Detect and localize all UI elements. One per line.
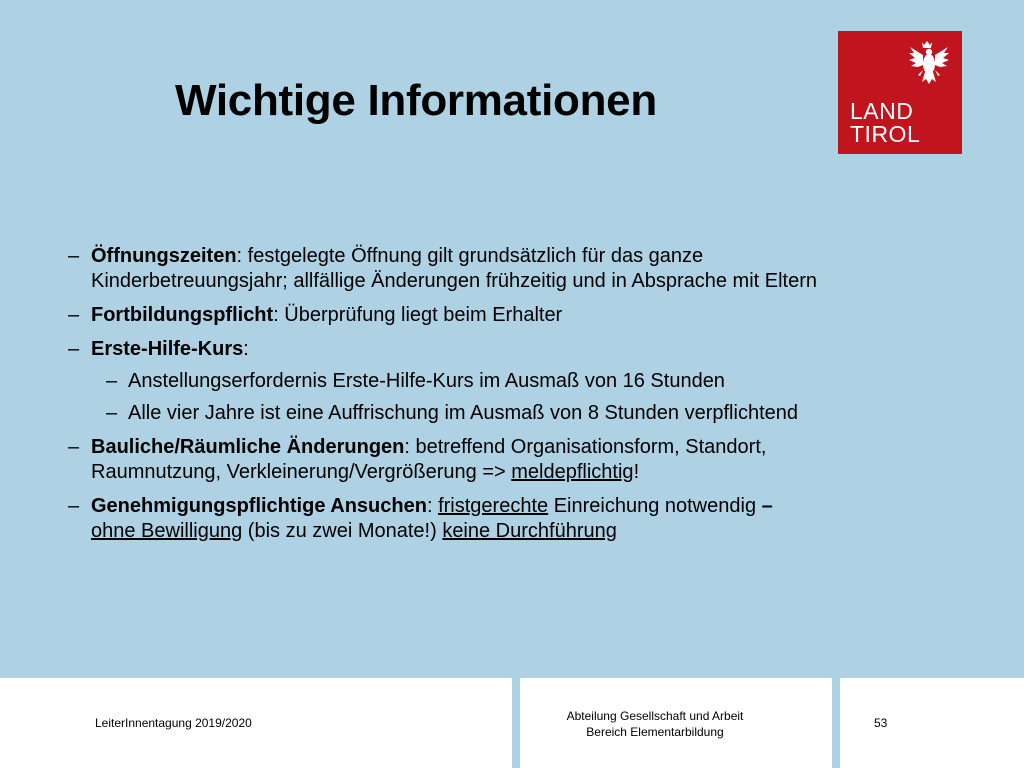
footer-event: LeiterInnentagung 2019/2020 <box>95 716 252 730</box>
bullet-list <box>66 244 886 553</box>
bullet-dash: – <box>68 436 80 458</box>
item-text: : betreffend Organisationsform, Standort, Raumnutzung, Verkleinerung/Vergrößerung => <box>91 436 767 483</box>
item-term: Erste-Hilfe-Kurs <box>91 338 244 360</box>
item-term: Genehmigungspflichtige Ansuchen <box>91 495 427 517</box>
sub-list <box>66 369 886 426</box>
item-term: Öffnungszeiten <box>91 245 237 267</box>
footer-divider <box>512 678 520 768</box>
bullet-dash: – <box>68 338 80 360</box>
bullet-dash: – <box>68 245 80 267</box>
list-item-genehmigungspflichtige-ansuchen <box>66 494 886 544</box>
logo-line-tirol: TIROL <box>850 121 921 147</box>
bullet-dash: – <box>106 402 118 424</box>
bold-dash: – <box>761 495 773 517</box>
item-text: Einreichung notwendig <box>548 495 762 517</box>
list-item-bauliche-aenderungen <box>66 435 886 485</box>
logo-line-land: LAND <box>850 98 914 124</box>
footer-divider <box>832 678 840 768</box>
logo-text <box>850 100 920 146</box>
item-tail: ! <box>633 461 640 483</box>
list-item-erste-hilfe <box>66 337 886 426</box>
item-text: : festgelegte Öffnung gilt grundsätzlich für das ganze Kinderbetreuungsjahr; allfällige Änderungen frühzeitig und in Absprache mit Eltern <box>91 245 818 292</box>
underlined-text: ohne Bewilligung <box>91 520 243 542</box>
slide-footer <box>0 678 1024 768</box>
slide-title: Wichtige Informationen <box>175 76 657 125</box>
footer-department <box>525 708 785 740</box>
item-text: : Überprüfung liegt beim Erhalter <box>273 304 563 326</box>
page-number: 53 <box>874 716 888 730</box>
item-term: Fortbildungspflicht <box>91 304 274 326</box>
tyrol-eagle-icon <box>838 31 962 101</box>
list-item-oeffnungszeiten <box>66 244 886 294</box>
list-item-fortbildungspflicht <box>66 303 886 328</box>
bullet-dash: – <box>68 304 80 326</box>
item-text: : <box>243 338 249 360</box>
underlined-text: keine Durchführung <box>442 520 617 542</box>
underlined-text: meldepflichtig <box>511 461 634 483</box>
sub-item-text: Alle vier Jahre ist eine Auffrischung im Ausmaß von 8 Stunden verpflichtend <box>128 402 798 424</box>
footer-department-line2: Bereich Elementarbildung <box>586 725 724 739</box>
item-term: Bauliche/Räumliche Änderungen <box>91 436 405 458</box>
underlined-text: fristgerechte <box>438 495 549 517</box>
footer-department-line1: Abteilung Gesellschaft und Arbeit <box>566 709 744 723</box>
sub-list-item <box>66 401 886 426</box>
item-text: (bis zu zwei Monate!) <box>242 520 443 542</box>
item-text: : <box>426 495 439 517</box>
bullet-dash: – <box>106 370 118 392</box>
sub-item-text: Anstellungserfordernis Erste-Hilfe-Kurs im Ausmaß von 16 Stunden <box>128 370 725 392</box>
sub-list-item <box>66 369 886 394</box>
bullet-dash: – <box>68 495 80 517</box>
land-tirol-logo <box>838 31 962 154</box>
